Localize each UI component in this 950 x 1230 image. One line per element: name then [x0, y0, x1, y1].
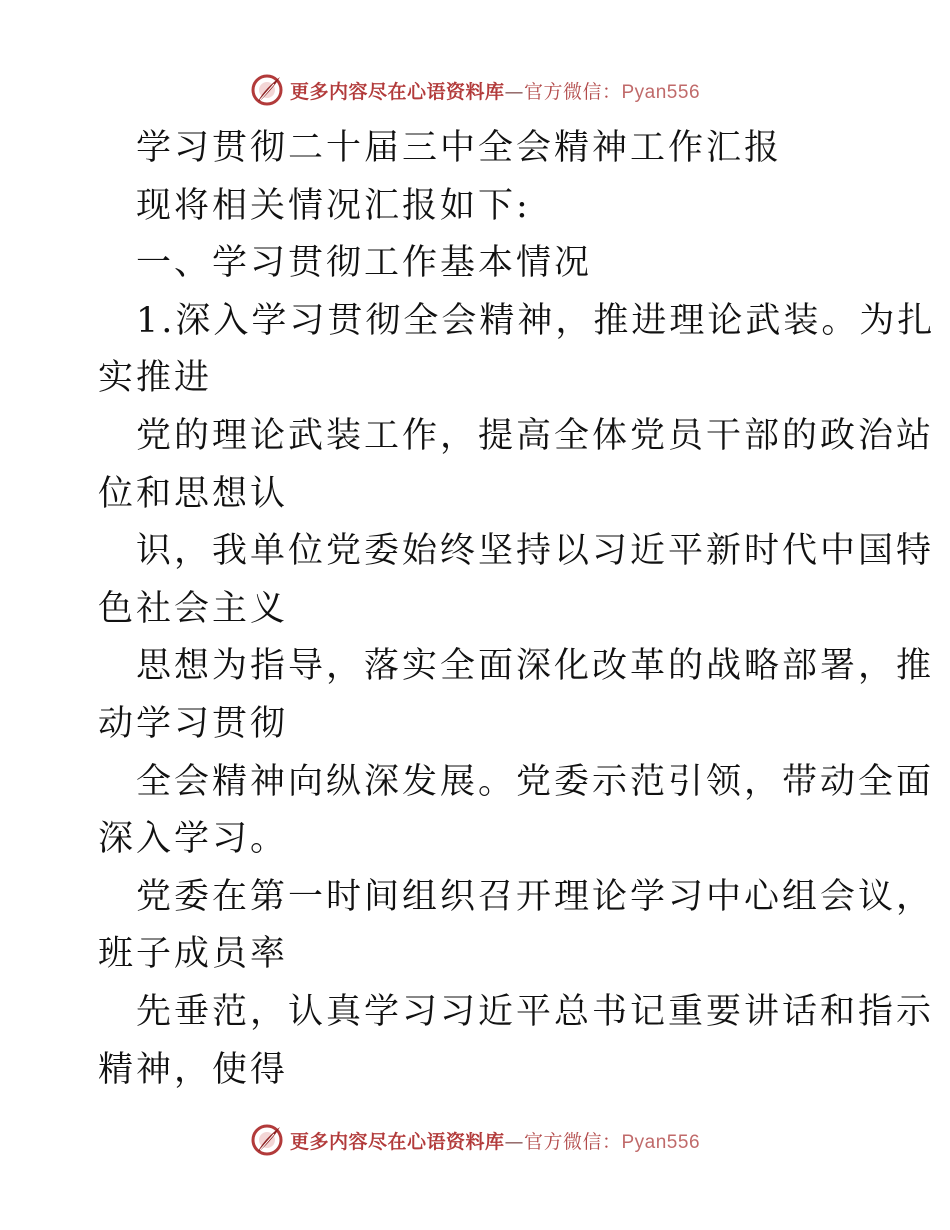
- document-line: 先垂范，认真学习习近平总书记重要讲话和指示: [136, 991, 935, 1032]
- document-line: 动学习贯彻: [98, 703, 289, 744]
- watermark-main: 更多内容尽在心语资料库: [289, 1130, 505, 1153]
- footer-watermark: [0, 1120, 950, 1160]
- document-line: 实推进: [98, 358, 213, 399]
- document-line: 现将相关情况汇报如下:: [136, 185, 531, 226]
- document-line: 色社会主义: [98, 588, 289, 629]
- watermark-text: [290, 77, 700, 104]
- document-body: [98, 120, 936, 1099]
- watermark-id: Pyan556: [621, 81, 701, 103]
- document-line: 深入学习。: [98, 819, 289, 860]
- document-line: 学习贯彻二十届三中全会精神工作汇报: [136, 128, 783, 168]
- document-line: 精神，使得: [98, 1049, 289, 1090]
- header-watermark: [0, 70, 950, 110]
- document-line: 党的理论武装工作，提高全体党员干部的政治站: [136, 415, 935, 456]
- watermark-group: [250, 73, 700, 107]
- document-line: 思想为指导，落实全面深化改革的战略部署，推: [136, 646, 935, 687]
- feather-logo-icon: [250, 73, 284, 107]
- watermark-text: [290, 1127, 700, 1154]
- watermark-separator: —: [504, 1130, 524, 1153]
- watermark-sub: 官方微信：: [523, 1130, 622, 1153]
- watermark-id: Pyan556: [621, 1131, 701, 1153]
- watermark-separator: —: [504, 80, 524, 103]
- watermark-sub: 官方微信：: [523, 80, 622, 103]
- feather-logo-icon: [250, 1123, 284, 1157]
- watermark-main: 更多内容尽在心语资料库: [289, 80, 505, 103]
- watermark-group: [250, 1123, 700, 1157]
- document-line: 党委在第一时间组织召开理论学习中心组会议，: [136, 876, 935, 917]
- document-line: 一、学习贯彻工作基本情况: [136, 243, 593, 284]
- document-line: 全会精神向纵深发展。党委示范引领，带动全面: [136, 761, 935, 802]
- document-line: 识，我单位党委始终坚持以习近平新时代中国特: [136, 531, 935, 572]
- document-line: 班子成员率: [98, 934, 289, 975]
- document-line: 1.深入学习贯彻全会精神，推进理论武装。为扎: [136, 300, 936, 341]
- document-line: 位和思想认: [98, 473, 289, 514]
